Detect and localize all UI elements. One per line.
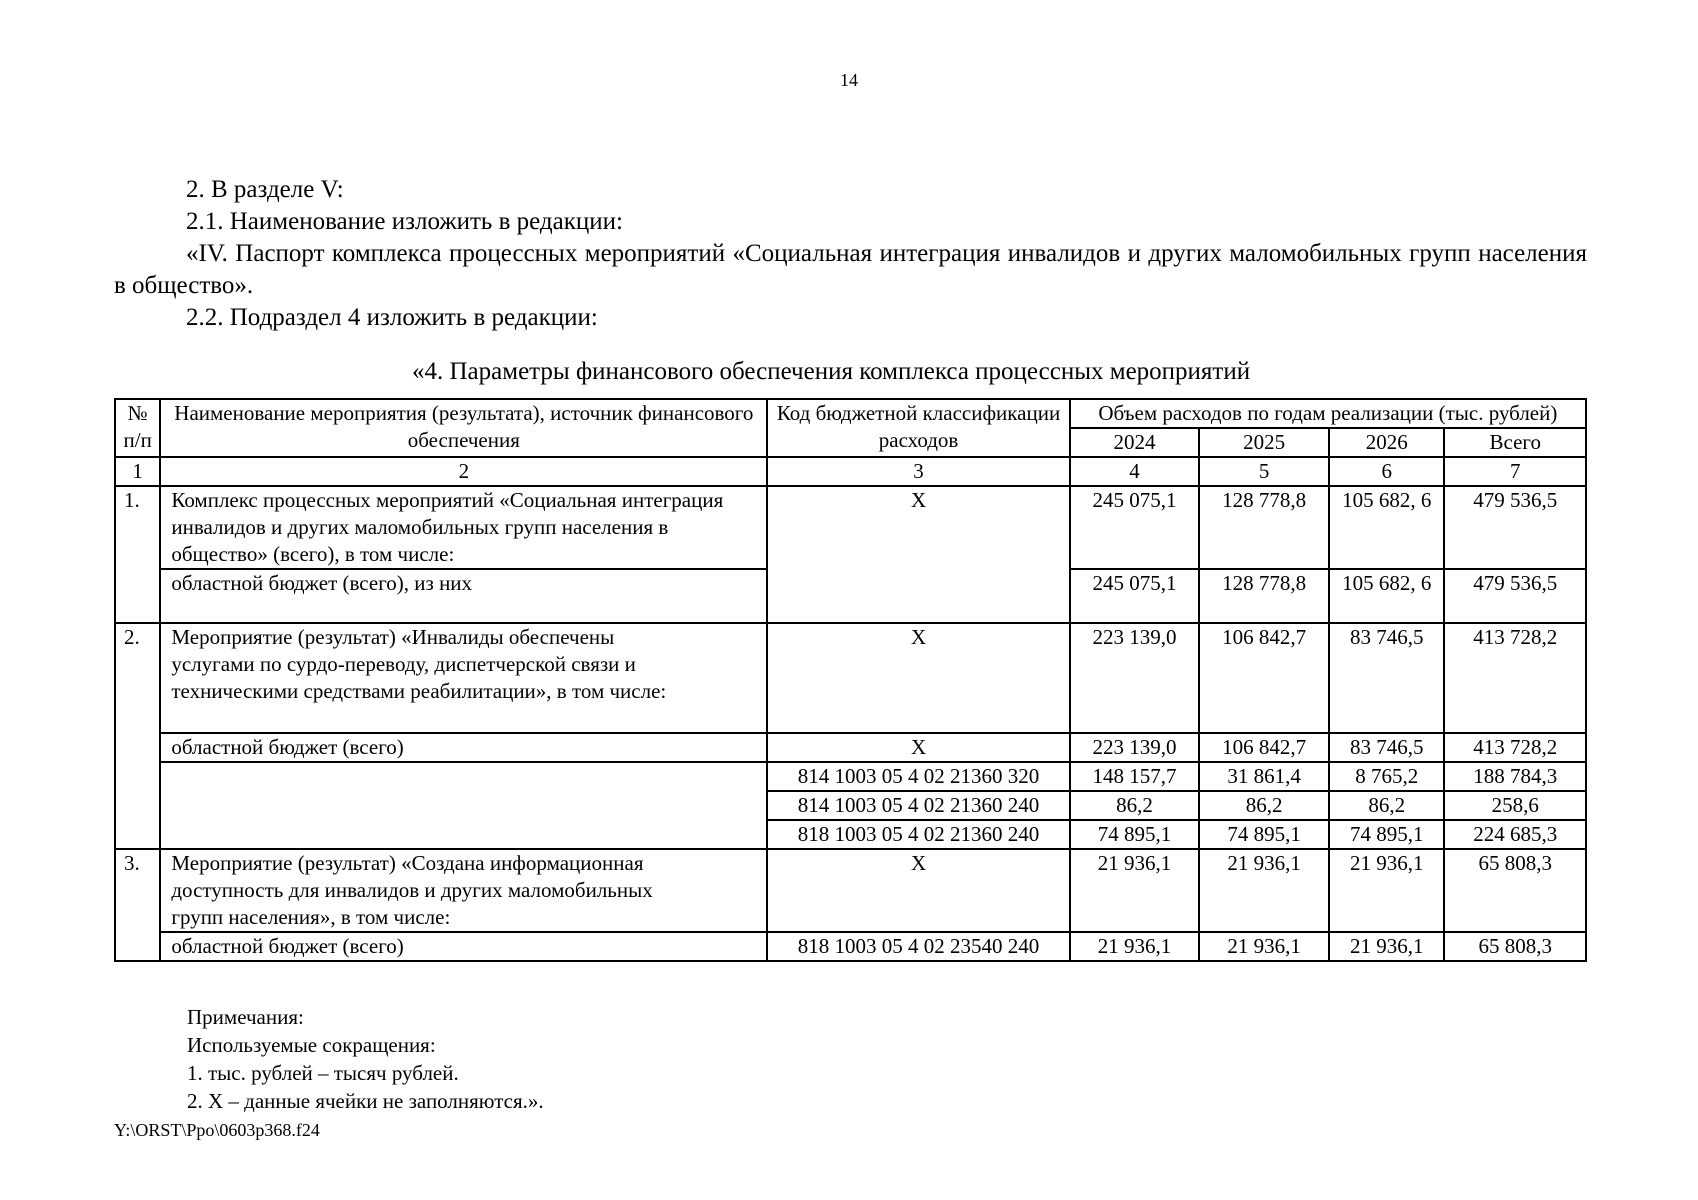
row-2026: 86,2 <box>1329 791 1445 820</box>
row-num: 3. <box>115 849 160 961</box>
page-number: 14 <box>840 70 858 90</box>
file-path-footer: Y:\ORST\Ppo\0603p368.f24 <box>114 1120 320 1140</box>
row-total: 188 784,3 <box>1444 762 1586 791</box>
row-2024: 223 139,0 <box>1070 623 1200 733</box>
row-name-text: Мероприятие (результат) «Создана информационная доступность для инвалидов и других маломобильных групп населения», в том числе: <box>171 851 653 929</box>
row-2025: 128 778,8 <box>1199 486 1329 569</box>
column-numbers-row <box>115 457 1586 486</box>
intro-section-heading: 2. В разделе V: <box>186 176 344 203</box>
row-name: областной бюджет (всего) <box>160 932 767 961</box>
row-total: 479 536,5 <box>1444 486 1586 569</box>
colnum-cell: 6 <box>1329 457 1445 486</box>
financing-table <box>114 398 1587 962</box>
row-total: 65 808,3 <box>1444 932 1586 961</box>
row-2024: 86,2 <box>1070 791 1200 820</box>
row-code: Х <box>767 849 1069 932</box>
colnum-cell: 5 <box>1199 457 1329 486</box>
row-2025: 128 778,8 <box>1199 569 1329 623</box>
notes-title: Примечания: <box>187 1005 304 1029</box>
row-2025: 106 842,7 <box>1199 733 1329 762</box>
header-name: Наименование мероприятия (результата), источник финансового обеспечения <box>160 399 767 457</box>
colnum-cell: 7 <box>1444 457 1586 486</box>
row-name-text: Мероприятие (результат) «Инвалиды обеспечены услугами по сурдо-переводу, диспетчерской связи и техническими средствами реабилитации», в том числе: <box>171 625 667 703</box>
intro-item-2-1: 2.1. Наименование изложить в редакции: <box>186 208 623 235</box>
row-2024: 21 936,1 <box>1070 849 1200 932</box>
table-row <box>115 733 1586 762</box>
colnum-cell: 3 <box>767 457 1069 486</box>
table-row <box>115 849 1586 932</box>
row-2024: 74 895,1 <box>1070 820 1200 849</box>
row-2025: 31 861,4 <box>1199 762 1329 791</box>
row-name: областной бюджет (всего), из них <box>160 569 767 623</box>
row-2026: 105 682, 6 <box>1329 569 1445 623</box>
row-code: Х <box>767 733 1069 762</box>
row-code: Х <box>767 486 1069 623</box>
intro-item-2-2: 2.2. Подраздел 4 изложить в редакции: <box>186 304 598 331</box>
header-2024: 2024 <box>1070 428 1200 457</box>
row-code: 814 1003 05 4 02 21360 320 <box>767 762 1069 791</box>
row-name: Комплекс процессных мероприятий «Социальная интеграция инвалидов и других маломобильных групп населения в общество» (всего), в том числе: <box>160 486 767 569</box>
row-total: 413 728,2 <box>1444 733 1586 762</box>
row-code: 818 1003 05 4 02 21360 240 <box>767 820 1069 849</box>
header-2025: 2025 <box>1199 428 1329 457</box>
row-2026: 83 746,5 <box>1329 623 1445 733</box>
notes-line: 2. Х – данные ячейки не заполняются.». <box>187 1089 544 1113</box>
notes <box>187 1003 544 1115</box>
row-total: 65 808,3 <box>1444 849 1586 932</box>
row-2026: 21 936,1 <box>1329 849 1445 932</box>
table-row <box>115 486 1586 569</box>
header-code: Код бюджетной классификации расходов <box>767 399 1069 457</box>
row-2024: 223 139,0 <box>1070 733 1200 762</box>
row-num: 2. <box>115 623 160 849</box>
row-2025: 21 936,1 <box>1199 849 1329 932</box>
row-name <box>160 623 767 733</box>
row-2024: 245 075,1 <box>1070 486 1200 569</box>
row-name: областной бюджет (всего) <box>160 733 767 762</box>
notes-line: 1. тыс. рублей – тысяч рублей. <box>187 1061 459 1085</box>
row-num: 1. <box>115 486 160 623</box>
row-total: 479 536,5 <box>1444 569 1586 623</box>
table-row <box>115 932 1586 961</box>
intro-text <box>114 174 1587 334</box>
table-row <box>115 623 1586 733</box>
row-2025: 86,2 <box>1199 791 1329 820</box>
row-2025: 74 895,1 <box>1199 820 1329 849</box>
header-2026: 2026 <box>1329 428 1445 457</box>
row-2026: 83 746,5 <box>1329 733 1445 762</box>
row-code: 814 1003 05 4 02 21360 240 <box>767 791 1069 820</box>
table-header-row <box>115 399 1586 428</box>
notes-line: Используемые сокращения: <box>187 1033 436 1057</box>
colnum-cell: 2 <box>160 457 767 486</box>
row-2024: 21 936,1 <box>1070 932 1200 961</box>
row-code: 818 1003 05 4 02 23540 240 <box>767 932 1069 961</box>
row-name-empty <box>160 762 767 849</box>
table-title: «4. Параметры финансового обеспечения комплекса процессных мероприятий <box>412 358 1251 385</box>
header-num: № п/п <box>115 399 160 457</box>
header-volume: Объем расходов по годам реализации (тыс. рублей) <box>1070 399 1586 428</box>
row-2024: 245 075,1 <box>1070 569 1200 623</box>
row-2026: 21 936,1 <box>1329 932 1445 961</box>
header-total: Всего <box>1444 428 1586 457</box>
row-code: Х <box>767 623 1069 733</box>
row-2026: 74 895,1 <box>1329 820 1445 849</box>
row-total: 258,6 <box>1444 791 1586 820</box>
row-2025: 21 936,1 <box>1199 932 1329 961</box>
row-2026: 8 765,2 <box>1329 762 1445 791</box>
row-2026: 105 682, 6 <box>1329 486 1445 569</box>
row-total: 224 685,3 <box>1444 820 1586 849</box>
colnum-cell: 1 <box>115 457 160 486</box>
row-2025: 106 842,7 <box>1199 623 1329 733</box>
row-total: 413 728,2 <box>1444 623 1586 733</box>
colnum-cell: 4 <box>1070 457 1200 486</box>
table-row <box>115 762 1586 791</box>
row-2024: 148 157,7 <box>1070 762 1200 791</box>
row-name <box>160 849 767 932</box>
intro-passport-title: «IV. Паспорт комплекса процессных мероприятий «Социальная интеграция инвалидов и других маломобильных групп населения в общество». <box>114 240 1587 299</box>
